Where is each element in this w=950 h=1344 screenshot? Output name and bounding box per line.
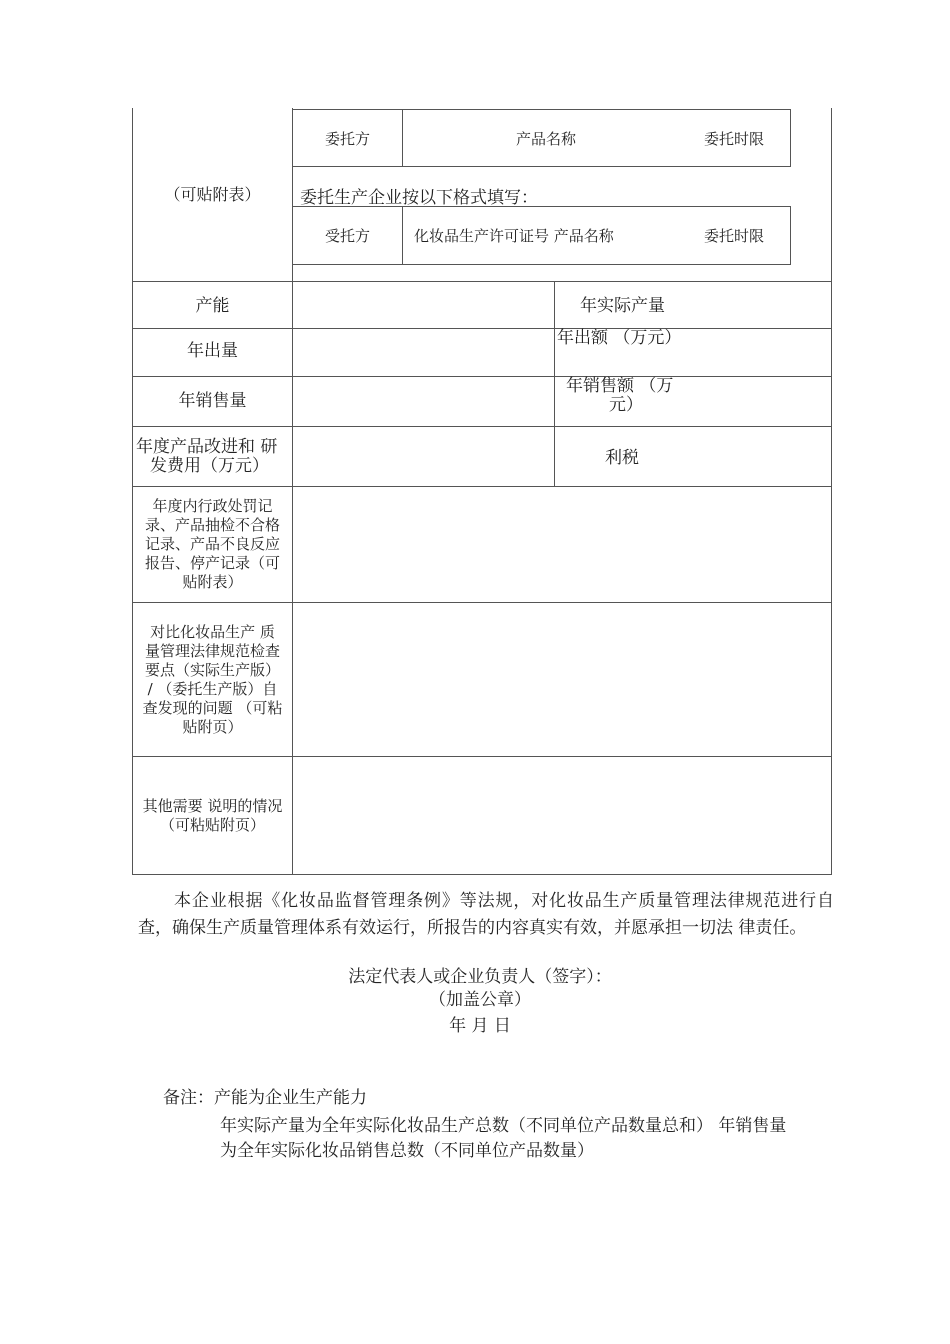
label-line: （可粘贴附页） xyxy=(159,816,265,834)
table2-col-license-product: 化妆品生产许可证号 产品名称 xyxy=(414,227,614,245)
inner-table1-bottom xyxy=(292,166,791,167)
label-capacity: 产能 xyxy=(195,296,230,316)
notes-line-2: 年实际产量为全年实际化妆品生产总数（不同单位产品数量总和） 年销售量 xyxy=(220,1116,787,1136)
label-line: 对比化妆品生产 质 xyxy=(150,623,275,641)
row-line xyxy=(132,486,832,487)
table-divider-main xyxy=(292,108,293,875)
row-line xyxy=(132,426,832,427)
inner-table1-top xyxy=(292,109,791,110)
label-profit-tax: 利税 xyxy=(605,448,639,468)
label-other-notes xyxy=(133,797,292,835)
label-line: 年度内行政处罚记 xyxy=(152,497,273,515)
row-line xyxy=(132,376,832,377)
label-line: 贴附表） xyxy=(182,573,243,591)
label-sales-amount-unit: 元） xyxy=(609,395,643,415)
label-line: 记录、产品不良反应 xyxy=(144,535,280,553)
entrusted-intro: 委托生产企业按以下格式填写： xyxy=(300,188,538,208)
label-sales-amount: 年销售额 （万 xyxy=(566,376,674,396)
label-self-check xyxy=(133,623,292,737)
row-line xyxy=(132,328,832,329)
label-line: 查发现的问题 （可粘 xyxy=(142,699,283,717)
notes-line-1: 备注：产能为企业生产能力 xyxy=(163,1088,367,1108)
row-line xyxy=(132,874,832,875)
label-rd-cost-unit: 发费用（万元） xyxy=(150,456,269,476)
seal-line: （加盖公章） xyxy=(429,990,531,1010)
label-line: 量管理法律规范检查 xyxy=(144,642,280,660)
declaration-paragraph: 本企业根据《化妆品监督管理条例》等法规，对化妆品生产质量管理法律规范进行自查，确保生产质量管理体系有效运行，所报告的内容真实有效，并愿承担一切法 律责任。 xyxy=(138,891,834,938)
label-line: 要点（实际生产版） xyxy=(144,661,280,679)
attach-label: （可贴附表） xyxy=(164,185,261,204)
label-line: / （委托生产版）自 xyxy=(147,680,278,698)
inner-table2-right xyxy=(790,206,791,265)
inner-table1-right xyxy=(790,109,791,167)
inner-table2-divider xyxy=(402,206,403,265)
label-rd-cost: 年度产品改进和 研 xyxy=(136,437,278,457)
table1-col-entrusting-party: 委托方 xyxy=(324,130,370,148)
table-divider-mid xyxy=(554,282,555,487)
label-line: 报告、停产记录（可 xyxy=(144,554,280,572)
table-border-right xyxy=(831,108,832,875)
row-line xyxy=(132,602,832,603)
inner-table2-bottom xyxy=(292,264,791,265)
date-line: 年 月 日 xyxy=(449,1016,511,1036)
label-line: 录、产品抽检不合格 xyxy=(144,516,280,534)
table2-col-time-limit: 委托时限 xyxy=(704,227,765,245)
label-line: 贴附页） xyxy=(182,718,243,736)
row-line xyxy=(132,281,832,282)
label-actual-output: 年实际产量 xyxy=(580,296,665,316)
table1-col-time-limit: 委托时限 xyxy=(704,130,765,148)
table-border-left xyxy=(132,108,133,875)
label-export-volume: 年出量 xyxy=(187,341,238,361)
inner-table1-divider xyxy=(402,109,403,167)
label-sales-volume: 年销售量 xyxy=(178,391,247,411)
label-penalty-records xyxy=(133,497,292,592)
label-export-amount: 年出额 （万元） xyxy=(557,328,682,348)
notes-line-3: 为全年实际化妆品销售总数（不同单位产品数量） xyxy=(220,1141,594,1161)
signature-line: 法定代表人或企业负责人（签字）： xyxy=(348,967,612,987)
label-line: 其他需要 说明的情况 xyxy=(142,797,283,815)
table1-col-product-name: 产品名称 xyxy=(516,130,577,148)
row-line xyxy=(132,756,832,757)
table2-col-entrusted-party: 受托方 xyxy=(324,227,370,245)
